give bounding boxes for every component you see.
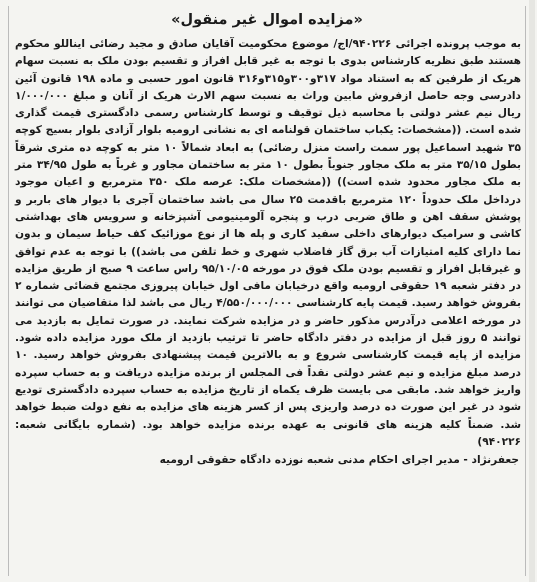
notice-frame: [8, 6, 526, 576]
notice-title: «مزایده اموال غیر منقول»: [171, 12, 363, 28]
notice-body: [9, 36, 525, 451]
notice-signature: جعفرنژاد - مدیر اجرای احکام مدنی شعبه نوزده دادگاه حقوقی ارومیه: [159, 454, 519, 467]
notice-paragraph: به موجب پرونده اجرائی ۹۴۰۲۲۶/اج/ موضوع محکومیت آقایان صادق و مجید رضائی ایناللو محکوم هستند طبق نظریه کارشناس بدوی با توجه به غیر قابل افراز و تقسیم بودن ملک به نسبت سهام هریک از طرفین که به استناد مواد ۳۱۷و۳۰۰و۳۱۵و۳۱۶ قانون امور حسبی و ماده ۱۹۸ قانون آئین دادرسی وجه حاصل ازفروش مابین وراث به نسبت سهم الارث هریک از آنان و مبلغ ۱/۰۰۰/۰۰۰ ریال نیم عشر دولتی با محاسبه ذیل توقیف و توسط کارشناس رسمی دادگستری قیمت گذاری شده است. ((مشخصات: یکباب ساختمان قولنامه ای به نشانی ارومیه بلوار آزادی بلوار بسیج کوچه ۳۵ شهید اسماعیل پور سمت راست منزل رضائی) به ابعاد شمالاً ۱۰ متر به کوچه ده متری شرقاً بطول ۳۵/۱۵ متر به ملک مجاور جنوباً بطول ۱۰ متر به ساختمان مجاور و غرباً به طول ۳۴/۹۵ متر به ملک مجاور محدود شده است)) ((مشخصات ملک: عرصه ملک ۳۵۰ مترمربع و اعیان موجود درداخل ملک حدوداً ۱۲۰ مترمربع باقدمت ۲۵ سال می باشد ساختمان آجری با دیوار های باربر و پوشش سقف اهن و طاق ضربی درب و پنجره آلومینیومی آشپزخانه و سرویس های بهداشتی کاشی و سرامیک دیوارهای داخلی سفید کاری و پله ها از نوع موزائیک کف حیاط سیمان و بدون نما دارای کلیه امتیازات آب برق گاز فاضلاب شهری و خط تلفن می باشد)) با توجه به عدم توافق و غیرقابل افراز و تقسیم بودن ملک فوق در مورخه ۹۵/۱۰/۰۵ راس ساعت ۹ صبح از طریق مزایده در دفتر شعبه ۱۹ حقوقی ارومیه واقع درخیابان مافی اول خیابان پیروزی مجتمع قضائی شماره ۲ بفروش خواهد رسید. قیمت پایه کارشناسی ۴/۵۵۰/۰۰۰/۰۰۰ ریال می باشد لذا متقاضیان می توانند در مورخه اعلامی درآدرس مذکور حاضر و در مزایده شرکت نمایند. در صورت تمایل به بازدید می توانند ۵ روز قبل از مزایده در دفتر دادگاه حاضر تا ترتیب بازدید از ملک مورد مزایده داده شود. مزایده از پایه قیمت کارشناسی شروع و به بالاترین قیمت پیشنهادی بفروش خواهد رسید. ۱۰ درصد مبلغ مزایده و نیم عشر دولتی نقداً فی المجلس از برنده مزایده دریافت و به حساب سپرده واریز خواهد شد. مابقی می بایست ظرف یکماه از تاریخ مزایده به حساب سپرده دادگستری تودیع شود در غیر این صورت ده درصد واریزی پس از کسر هزینه های مزایده به نفع دولت ضبط خواهد شد. ضمناً کلیه هزینه های قانونی به عهده برنده مزایده خواهد بود. (شماره بایگانی شعبه: ۹۴۰۲۲۶): [15, 38, 522, 448]
page-edge: [529, 0, 535, 582]
